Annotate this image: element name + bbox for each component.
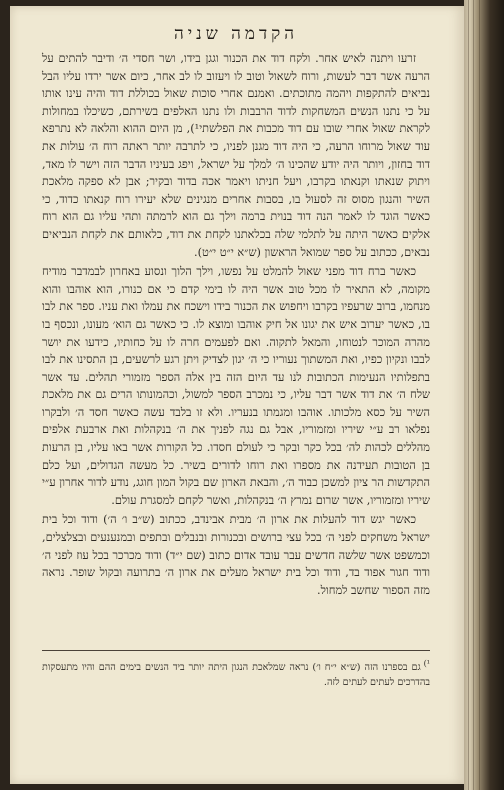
footnote-mark: ¹) bbox=[423, 659, 430, 668]
footnote bbox=[42, 656, 430, 690]
footnote-text: גם בספרנו הזה (ש״א י״ח ו׳) נראה שמלאכת הנגון היתה יותר ביד הנשים בימים ההם והיו מתעסקות בהדרכים לעתים לעתים לזה. bbox=[42, 662, 430, 689]
page-edge-line bbox=[468, 0, 469, 790]
page-title: הקדמה שניה bbox=[173, 24, 299, 44]
paragraph-1: זרעו ויתנה לאיש אחר. ולקח דוד את הכנור וגגן בידו, ושר חסדי ה׳ ודיבר להתים על הרעה אשר דבר לעשות, ורוח לשאול וטוב לו ויעזוב לו לב אחר, כיום אשר ירדו עליו הבל נביאים להתקפות ויהמה מתוכתים. ואמנם אחרי סוכות שאול בכוללת דוד והיה עינו אותו על כי נתנו הנשים המשחקות לדוד הרבבות ולו נתנו האלפים בשירתם, כשיכלו במחולות לקראת שאול אחרי שובו עם דוד מכבות את הפלשתי¹), מן היום ההוא והלאה לא נתרפא עוד שאול מרוחו הרעה, כי היה דוד מגנן לפניו, כי לתרבה יותר ראתה רוח ה׳ עולות את דוד בחזון, ויותר היה יודע שהכינו ה׳ למלך על ישראל, ויפג בעיניו הדבר הזה וישר לו מאד, ויתוק שנאתו וקנאתו בקרבו, ויעל חניתו ויאמר אכה בדוד ובקיר; אבן לא ספקה מלאכת השיר והנגון מסוס זה לסעול בו, בסבות אחרים מנגינים שלא יעירו רוח קנאתו כדוד, כי כאשר הוגד לו לאמר הנה דוד בנוית ברמה וילך גם הוא לרמתה ותהי עליו גם הוא רוח אלקים כאשר היתה על לתלמי שלה בכלאתנו לקחת את דוד, כלאותם את לקחת הנביאים נבאים, ככתוב על ספר שמואל הראשון (ש״א י״ט י״ט). bbox=[42, 52, 430, 259]
page-edge bbox=[464, 0, 504, 790]
footnote-divider bbox=[42, 650, 430, 651]
page-edge-line bbox=[479, 0, 480, 790]
paragraph-3: כאשר יגש דוד להעלות את ארון ה׳ מבית אבינדב, ככתוב (ש״ב ו׳ ה׳) ודוד וכל בית ישראל משחקים לפני ה׳ בכל עצי ברושים ובכנורות ובנבלים ובתפים ובמנענעים ובצלצלים, וכמשפט אשר שלשה חדשים עבר עובד אדום כתוב (שם י״ד) ודוד מכרכר בכל עוז לפני ה׳ ודוד חגור אפוד בד, ודוד וכל בית ישראל מעלים את ארון ה׳ בתרועה ובקול שופר. נראה מזה הספור שחשב למחול. bbox=[42, 513, 430, 597]
page-edge-line bbox=[473, 0, 474, 790]
paragraph-2: כאשר ברח דוד מפני שאול להמלט על נפשו, וילך הלוך ונסוע באחרון לבמדבר מודיח מקומה, לא התאיר לו מכל טוב אשר היה לו בימי קדם כי אם כנורו, הוא אוהבו והוא מנחמו, ברוב שרעפיו בקרבו ויחפוש את הכנור בידו וישכח את עמלו ואת עניו. ספר את לבו בו, כאשר יערוב איש את יגונו אל חיק אוהבו ומוצא לו. כי כאשר גם הוא׳ מעונו, ונכסף בו מהרה המוכר לנטוחו, והמאל לתקוה. ואם לפעמים חרה לו על כחותיו, כידעו את יושר לבבו ונקיון כפיו, ואת המשתוך נעוריו כי ה׳ יגון לצדיק ויתן רגע לרשעים, בן התסינו את לבו בתפלותיו הנעימות הכתובות לנו עד היום הזה בין אלה הספר מזמורי תהלים. עד אשר שלח ה׳ את דוד אשר דבר עליו, כי נמכרב הספר למשול, וכהמונותו הרים גם את מלאכת השיר על כסא מלכותו. אוהבו ומגמתו בנעריו. ולא זו בלבד עשה כאשר חסד ה׳ ולבקרו נפלאו רב ע״י שיריו ומזמוריו, אבל גם נגה לפניך את ה׳ בנקהלות ואת ארבעת אלפים מהללים לכהות לה׳ בכל כקר ובקר כי לעולם חסדו. כל הקורות אשר באו עליו, בן הרעות בן הטובות תעידנה את מספרו ואת רוחו לדורים בשיר. כל מעשה הגדולים, ועל כלם התקדשות הר ציון למשכן כבוד ה׳, והבאת הארון שם בקול המון חוגג, נודע לדור אחרון ע״י שיריו ומזמוריו, אשר שרום נמרץ ה׳ בנקהלות, ואשר לקחם למסגרת עולם. bbox=[42, 265, 430, 507]
page-text bbox=[42, 22, 430, 601]
